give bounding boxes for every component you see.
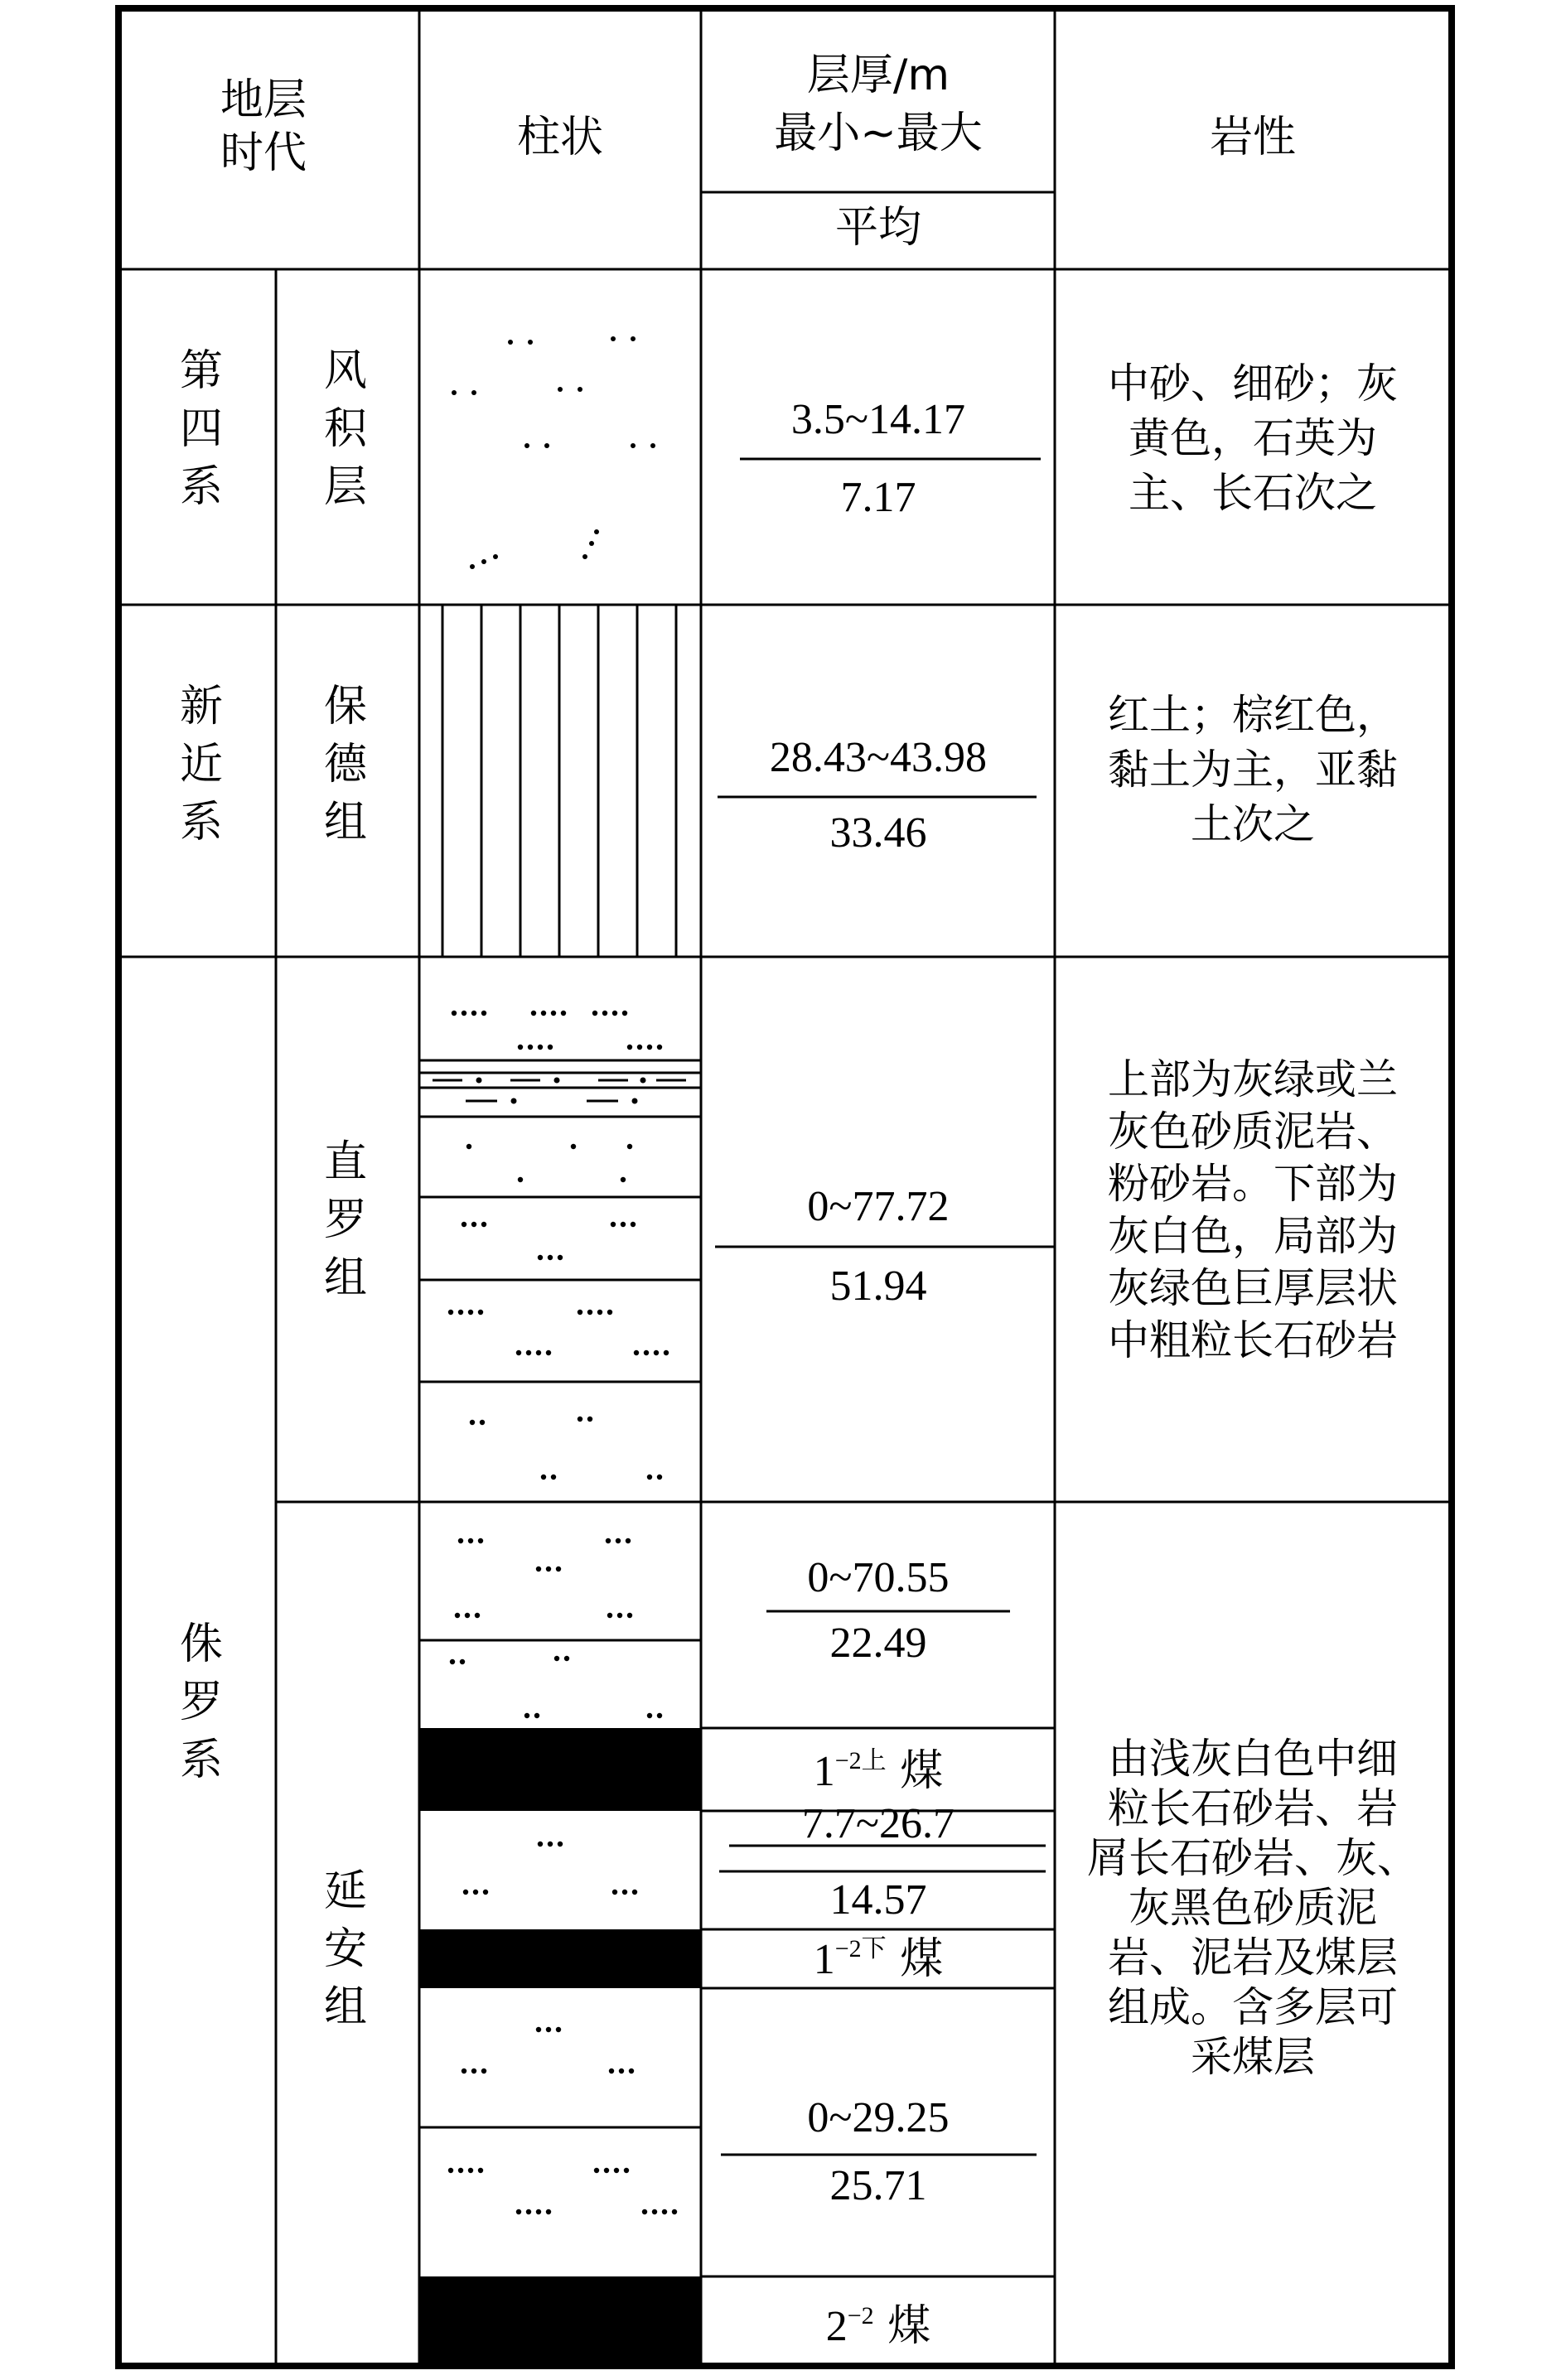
coal-seam-2-2 [419,2276,701,2366]
thickness-avg: 25.71 [829,2162,927,2209]
header-column: 柱状 [516,113,604,162]
coal-label: $1^{-2上}$ 煤 [813,1746,944,1796]
system-jurassic: 侏罗系 [179,1620,224,1785]
system-neogene: 新近系 [179,682,224,847]
thickness-avg: 51.94 [829,1262,927,1310]
formation-aeolian: 风积层 [323,346,368,512]
coal-seam-1-2-upper [419,1728,701,1811]
thickness-range: 0~77.72 [807,1183,950,1230]
formation-yanan: 延安组 [323,1866,368,2032]
thickness-range: 28.43~43.98 [769,734,988,781]
header-era: 地层时代 [220,75,307,178]
thickness-range: 0~70.55 [807,1554,950,1601]
formation-baode: 保德组 [323,682,368,847]
system-quaternary: 第四系 [179,346,224,512]
formation-zhiluo: 直罗组 [323,1137,368,1303]
thickness-range: 3.5~14.17 [790,396,966,443]
thickness-avg: 7.17 [840,474,916,521]
lithology-quaternary: 中砂、细砂；灰黄色，石英为主、长石次之 [1108,360,1398,517]
header-average: 平均 [834,203,922,253]
lithology-neogene: 红土；棕红色，黏土为主，亚黏土次之 [1108,691,1398,848]
thickness-avg: 22.49 [829,1620,927,1667]
coal-label: $2^{-2}$ 煤 [825,2301,931,2351]
thickness-range: 0~29.25 [807,2094,950,2141]
thickness-avg: 33.46 [829,809,927,857]
lithology-yanan: 由浅灰白色中细粒长石砂岩、岩屑长石砂岩、灰、灰黑色砂质泥岩、泥岩及煤层组成。含多层可采煤层 [1087,1735,1419,2081]
thickness-avg: 14.57 [829,1876,927,1924]
thickness-range: 7.7~26.7 [801,1800,955,1847]
coal-label: $1^{-2下}$ 煤 [813,1934,944,1984]
coal-seam-1-2-lower [419,1929,701,1988]
lithology-zhiluo: 上部为灰绿或兰灰色砂质泥岩、粉砂岩。下部为灰白色，局部为灰绿色巨厚层状中粗粒长石砂岩 [1108,1055,1398,1364]
header-thickness: 层厚/m 最小~最大 [774,51,983,158]
header-lithology: 岩性 [1209,113,1297,162]
